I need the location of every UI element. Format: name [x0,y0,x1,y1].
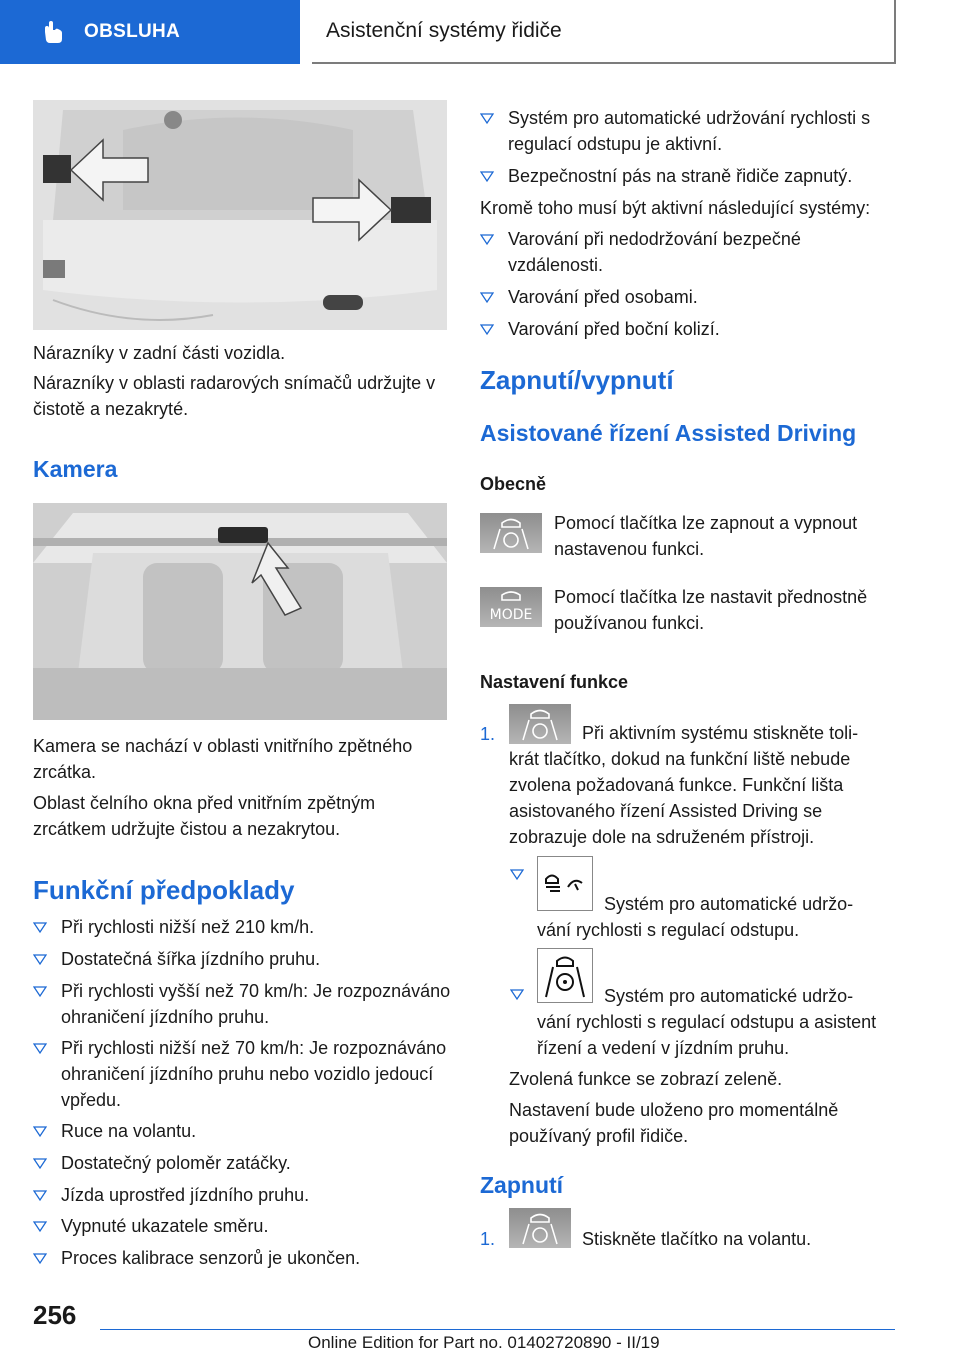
triangle-bullet-icon [33,920,47,934]
profile-saved-text: Nastavení bude uloženo pro momentálně používaný profil řidiče. [509,1100,839,1146]
list-item: Dostatečná šířka jízdního pruhu. [33,946,451,972]
distance-control-icon [538,857,592,910]
triangle-bullet-icon [33,1219,47,1233]
page-number: 256 [33,1300,77,1330]
rear-bumper-image [33,100,447,330]
lane-steering-icon [509,704,571,744]
triangle-bullet-icon [480,232,494,246]
list-item: Varování při nedodržování bezpečné vzdálenosti. [480,226,900,278]
hand-pointer-icon [40,19,66,45]
triangle-bullet-icon [510,987,524,1001]
step-number: 1. [480,1229,496,1249]
triangle-bullet-icon [33,1156,47,1170]
step-number: 1. [480,724,496,744]
acc-display-icon [537,856,593,911]
switch-on-heading: Zapnutí [480,1172,564,1198]
triangle-bullet-icon [33,1041,47,1055]
list-item: Varování před osobami. [480,284,900,310]
mode-button-image [480,587,542,627]
list-item: Ruce na volantu. [33,1118,451,1144]
steering-assist-button-image [480,513,542,553]
list-item: Vypnuté ukazatele směru. [33,1213,451,1239]
triangle-bullet-icon [33,1124,47,1138]
mode-button-label: MODE [489,607,533,623]
function-setting-heading: Nastavení funkce [480,672,629,692]
assisted-driving-heading: Asistované řízení Assisted Driving [480,420,857,446]
button2-description: Pomocí tlačítka lze nastavit přednostně používanou funkci. [554,587,868,633]
footer-edition: Online Edition for Part no. 01402720890 - II/19 [308,1333,660,1352]
lane-steering-icon [480,513,542,553]
sub2-text: vání rychlosti s regulací odstupu a asistent řízení a vedení v jízdním pruhu. [537,1012,877,1058]
step1-text: krát tlačítko, dokud na funkční liště nebude zvolena požadovaná funkce. Funkční lišta asistovaného řízení Assisted Driving se zobrazuje dole na sdruženém přístroji. [509,749,851,847]
sub1-text: vání rychlosti s regulací odstupu. [537,920,800,940]
camera-text-1: Kamera se nachází v oblasti vnitřního zpětného zrcátka. [33,736,413,782]
triangle-bullet-icon [480,290,494,304]
camera-text-2: Oblast čelního okna před vnitřním zpětným zrcátkem udržujte čistou a nezakrytou. [33,793,376,839]
steering-assist-button-image [509,704,571,744]
list-item: Bezpečnostní pás na straně řidiče zapnutý. [480,163,900,189]
section-title: Asistenční systémy řidiče [326,19,562,42]
camera-heading: Kamera [33,456,118,482]
step1-text-first-line: Při aktivním systému stiskněte toli‑ [582,723,859,743]
lane-steering-icon [509,1208,571,1248]
list-item: Při rychlosti nižší než 70 km/h: Je rozpoznáváno ohraničení jízdního pruhu nebo vozidlo jedoucí vpředu. [33,1035,451,1113]
steering-assist-button-image [509,1208,571,1248]
green-display-text: Zvolená funkce se zobrazí zeleně. [509,1069,783,1089]
triangle-bullet-icon [480,111,494,125]
triangle-bullet-icon [33,1251,47,1265]
section-title-bar [312,0,896,64]
steering-lane-icon [538,949,592,1002]
triangle-bullet-icon [33,1188,47,1202]
triangle-bullet-icon [480,322,494,336]
bumper-caption-1: Nárazníky v zadní části vozidla. [33,343,286,363]
bumper-caption-2: Nárazníky v oblasti radarových snímačů udržujte v čistotě a nezakryté. [33,373,436,419]
triangle-bullet-icon [33,952,47,966]
on-off-heading: Zapnutí/vypnutí [480,365,674,395]
prerequisites-heading: Funkční předpoklady [33,875,295,905]
footer-rule [100,1329,895,1330]
acc-lane-display-icon [537,948,593,1003]
sub2-text-first-line: Systém pro automatické udržo‑ [604,986,854,1006]
sub1-text-first-line: Systém pro automatické udržo‑ [604,894,854,914]
also-required-text: Kromě toho musí být aktivní následující systémy: [480,198,871,218]
list-item: Proces kalibrace senzorů je ukončen. [33,1245,451,1271]
triangle-bullet-icon [480,169,494,183]
triangle-bullet-icon [510,867,524,881]
general-heading: Obecně [480,474,547,494]
button1-description: Pomocí tlačítka lze zapnout a vypnout nastavenou funkci. [554,513,858,559]
switch-on-step-text: Stiskněte tlačítko na volantu. [582,1229,812,1249]
list-item: Při rychlosti vyšší než 70 km/h: Je rozpoznáváno ohraničení jízdního pruhu. [33,978,451,1030]
list-item: Systém pro automatické udržování rychlosti s regulací odstupu je aktivní. [480,105,900,157]
list-item: Jízda uprostřed jízdního pruhu. [33,1182,451,1208]
chapter-label: OBSLUHA [84,21,181,42]
triangle-bullet-icon [33,984,47,998]
list-item: Při rychlosti nižší než 210 km/h. [33,914,451,940]
camera-interior-image [33,503,447,720]
list-item: Dostatečný poloměr zatáčky. [33,1150,451,1176]
list-item: Varování před boční kolizí. [480,316,900,342]
chapter-tab[interactable] [0,0,300,64]
